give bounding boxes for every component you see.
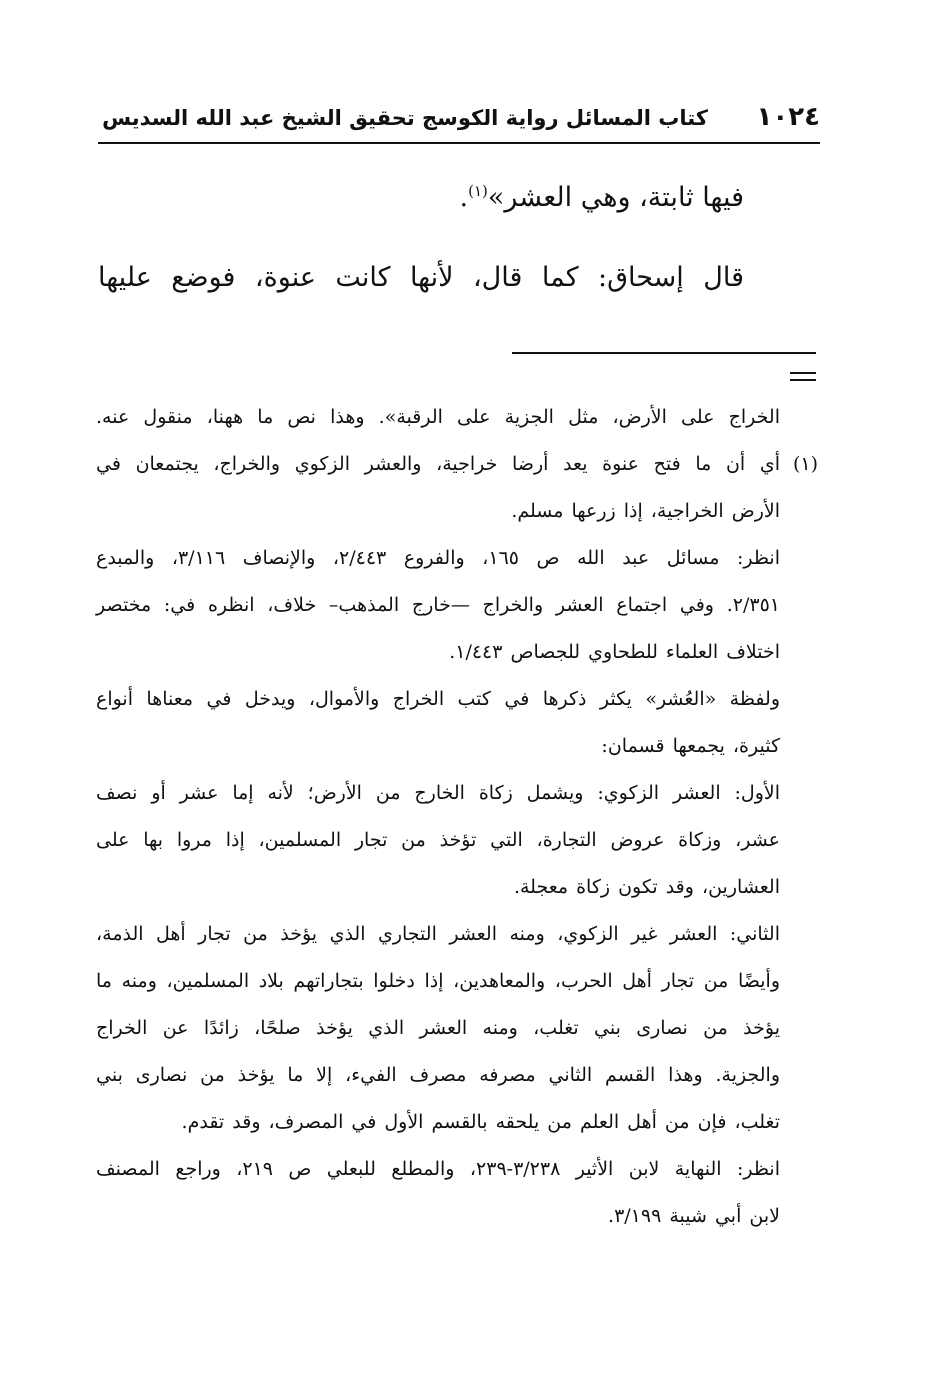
- footnote-line: ولفظة «العُشر» يكثر ذكرها في كتب الخراج والأموال، ويدخل في معناها أنواع: [96, 688, 780, 710]
- main-line-1-text: فيها ثابتة، وهي العشر»: [487, 182, 744, 213]
- footnote-separator: [512, 352, 816, 354]
- footnote-number: (١): [792, 453, 818, 475]
- footnote-line: الخراج على الأرض، مثل الجزية على الرقبة». وهذا نص ما ههنا، منقول عنه.: [96, 406, 780, 428]
- footnote-line: الأرض الخراجية، إذا زرعها مسلم.: [511, 500, 780, 522]
- header-title: كتاب المسائل رواية الكوسج تحقيق الشيخ عبد الله السديس: [102, 106, 708, 130]
- main-line-1: [98, 180, 744, 216]
- footnote-line: والجزية. وهذا القسم الثاني مصرفه مصرف الفيء، إلا ما يؤخذ من نصارى بني: [96, 1064, 780, 1086]
- footnote-line: لابن أبي شيبة ٣/١٩٩.: [608, 1205, 780, 1227]
- main-text: [98, 180, 744, 296]
- footnote-line: تغلب، فإن من أهل العلم من يلحقه بالقسم الأول في المصرف، وقد تقدم.: [181, 1111, 780, 1133]
- footnote-line: عشر، وزكاة عروض التجارة، التي تؤخذ من تجار المسلمين، إذا مروا بها على: [96, 829, 780, 851]
- running-header: [98, 100, 820, 140]
- footnote-line: العشارين، وقد تكون زكاة معجلة.: [513, 876, 780, 898]
- footnote-ref-1[interactable]: (١): [468, 182, 488, 200]
- footnote-line: يؤخذ من نصارى بني تغلب، ومنه العشر الذي يؤخذ صلحًا، زائدًا عن الخراج: [96, 1017, 780, 1039]
- footnote-line: [96, 449, 818, 496]
- footnote-line: ٢/٣٥١. وفي اجتماع العشر والخراج —خارج المذهب– خلاف، انظره في: مختصر: [96, 594, 780, 616]
- footnote-line: الثاني: العشر غير الزكوي، ومنه العشر التجاري الذي يؤخذ من تجار أهل الذمة،: [96, 923, 780, 945]
- footnote-line-text: أي أن ما فتح عنوة يعد أرضا خراجية، والعشر الزكوي والخراج، يجتمعان في: [96, 453, 780, 475]
- footnote-line: كثيرة، يجمعها قسمان:: [601, 735, 780, 757]
- footnote-line: انظر: النهاية لابن الأثير ٣/٢٣٨-٢٣٩، والمطلع للبعلي ص ٢١٩، وراجع المصنف: [96, 1158, 780, 1180]
- page-number: ١٠٢٤: [756, 102, 820, 132]
- footnote-line: اختلاف العلماء للطحاوي للجصاص ١/٤٤٣.: [449, 641, 780, 663]
- footnote-continuation-mark: [790, 372, 816, 382]
- footnote-line: الأول: العشر الزكوي: ويشمل زكاة الخارج من الأرض؛ لأنه إما عشر أو نصف: [96, 782, 780, 804]
- footnote-line: انظر: مسائل عبد الله ص ١٦٥، والفروع ٢/٤٤٣، والإنصاف ٣/١١٦، والمبدع: [96, 547, 780, 569]
- footnote-line: وأيضًا من تجار أهل الحرب، والمعاهدين، إذا دخلوا بتجاراتهم بلاد المسلمين، ومنه ما: [96, 970, 780, 992]
- main-line-2: قال إسحاق: كما قال، لأنها كانت عنوة، فوضع عليها: [98, 262, 744, 293]
- footnotes: [96, 402, 818, 1248]
- header-rule: [98, 142, 820, 144]
- main-line-1-end: .: [459, 182, 469, 213]
